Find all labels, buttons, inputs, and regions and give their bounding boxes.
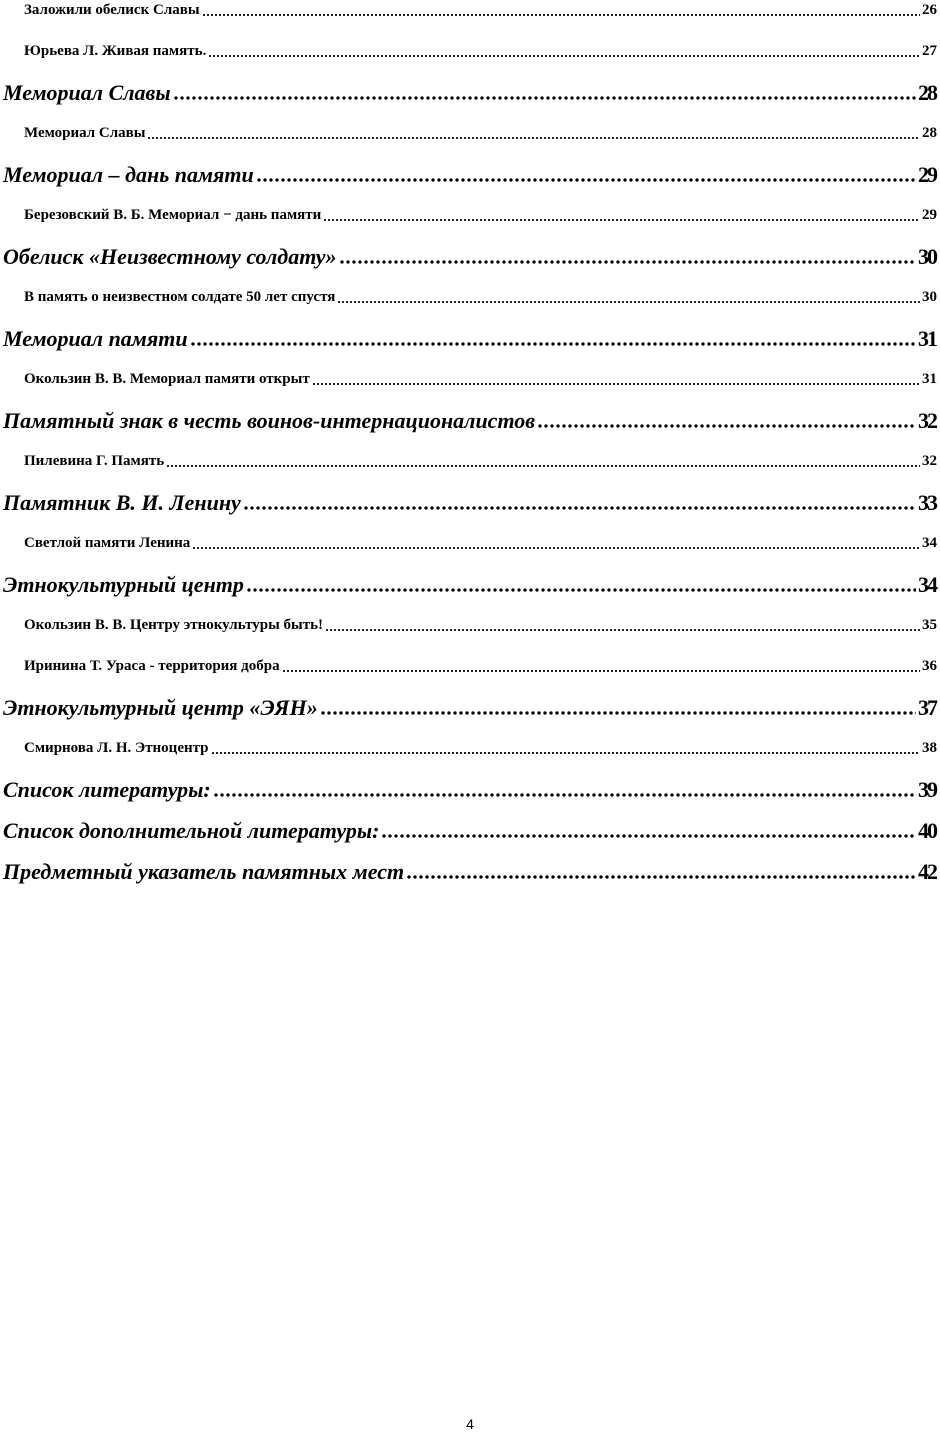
toc-subentry[interactable] <box>0 359 940 400</box>
toc-entry-title: Мемориал Славы <box>24 125 146 141</box>
toc-subentry[interactable] <box>0 113 940 154</box>
dot-leader <box>213 793 916 797</box>
toc-entry-title: Предметный указатель памятных мест <box>3 858 405 884</box>
toc-entry-title: Березовский В. Б. Мемориал − дань памяти <box>24 207 322 223</box>
dot-leader <box>202 13 920 17</box>
toc-subentry[interactable] <box>0 277 940 318</box>
toc-entry-page: 33 <box>918 489 936 515</box>
toc-section-entry[interactable] <box>0 400 940 441</box>
toc-entry-page: 40 <box>918 817 936 843</box>
toc-section-entry[interactable] <box>0 687 940 728</box>
toc-entry-title: Этнокультурный центр «ЭЯН» <box>3 694 318 720</box>
dot-leader <box>190 342 916 346</box>
dot-leader <box>211 751 920 755</box>
dot-leader <box>192 546 920 550</box>
toc-entry-title: Список дополнительной литературы: <box>3 817 380 843</box>
dot-leader <box>147 136 920 140</box>
toc-entry-title: Смирнова Л. Н. Этноцентр <box>24 740 209 756</box>
toc-entry-page: 32 <box>922 453 937 469</box>
toc-entry-title: В память о неизвестном солдате 50 лет спустя <box>24 289 336 305</box>
dot-leader <box>339 260 916 264</box>
toc-entry-title: Этнокультурный центр <box>3 571 244 597</box>
toc-section-entry[interactable] <box>0 154 940 195</box>
toc-subentry[interactable] <box>0 605 940 646</box>
toc-entry-title: Окользин В. В. Мемориал памяти открыт <box>24 371 310 387</box>
toc-entry-page: 28 <box>918 79 936 105</box>
toc-section-entry[interactable] <box>0 72 940 113</box>
toc-section-entry[interactable] <box>0 236 940 277</box>
dot-leader <box>256 178 916 182</box>
dot-leader <box>173 96 916 100</box>
toc-entry-page: 27 <box>922 43 937 59</box>
toc-entry-title: Юрьева Л. Живая память. <box>24 43 207 59</box>
toc-entry-title: Иринина Т. Ураса - территория добра <box>24 658 280 674</box>
toc-entry-title: Мемориал – дань памяти <box>3 161 254 187</box>
toc-entry-page: 38 <box>922 740 937 756</box>
toc-section-entry[interactable] <box>0 318 940 359</box>
toc-entry-page: 35 <box>922 617 937 633</box>
toc-entry-page: 26 <box>922 2 937 18</box>
toc-entry-title: Заложили обелиск Славы <box>24 2 200 18</box>
toc-entry-page: 39 <box>918 776 936 802</box>
dot-leader <box>406 875 916 879</box>
toc-entry-page: 34 <box>918 571 936 597</box>
toc-entry-page: 36 <box>922 658 937 674</box>
dot-leader <box>246 588 916 592</box>
toc-subentry[interactable] <box>0 0 940 31</box>
dot-leader <box>323 218 920 222</box>
toc-subentry[interactable] <box>0 646 940 687</box>
toc-section-entry[interactable] <box>0 769 940 810</box>
dot-leader <box>325 628 920 632</box>
toc-section-entry[interactable] <box>0 482 940 523</box>
toc-entry-page: 28 <box>922 125 937 141</box>
toc-entry-title: Мемориал Славы <box>3 79 171 105</box>
toc-entry-page: 37 <box>918 694 936 720</box>
dot-leader <box>381 834 916 838</box>
dot-leader <box>337 300 920 304</box>
toc-entry-page: 30 <box>918 243 936 269</box>
toc-entry-page: 29 <box>922 207 937 223</box>
toc-section-entry[interactable] <box>0 851 940 892</box>
dot-leader <box>282 669 920 673</box>
toc-entry-title: Памятный знак в честь воинов-интернационалистов <box>3 407 536 433</box>
toc-entry-page: 29 <box>918 161 936 187</box>
toc-entry-title: Мемориал памяти <box>3 325 188 351</box>
toc-section-entry[interactable] <box>0 564 940 605</box>
dot-leader <box>320 711 916 715</box>
toc-entry-title: Обелиск «Неизвестному солдату» <box>3 243 337 269</box>
page-number: 4 <box>466 1416 474 1432</box>
toc-entry-page: 31 <box>918 325 936 351</box>
toc-subentry[interactable] <box>0 523 940 564</box>
toc-entry-title: Окользин В. В. Центру этнокультуры быть! <box>24 617 324 633</box>
toc-entry-page: 34 <box>922 535 937 551</box>
toc-entry-page: 31 <box>922 371 937 387</box>
toc-entry-title: Светлой памяти Ленина <box>24 535 191 551</box>
toc-entry-title: Список литературы: <box>3 776 211 802</box>
dot-leader <box>312 382 920 386</box>
toc-section-entry[interactable] <box>0 810 940 851</box>
toc-subentry[interactable] <box>0 195 940 236</box>
toc-subentry[interactable] <box>0 441 940 482</box>
toc-entry-title: Памятник В. И. Ленину <box>3 489 241 515</box>
dot-leader <box>166 464 920 468</box>
toc-entry-title: Пилевина Г. Память <box>24 453 165 469</box>
toc-entry-page: 32 <box>918 407 936 433</box>
dot-leader <box>208 54 920 58</box>
toc-entry-page: 42 <box>918 858 936 884</box>
toc-subentry[interactable] <box>0 728 940 769</box>
toc-entry-page: 30 <box>922 289 937 305</box>
toc-subentry[interactable] <box>0 31 940 72</box>
dot-leader <box>243 506 916 510</box>
dot-leader <box>537 424 916 428</box>
